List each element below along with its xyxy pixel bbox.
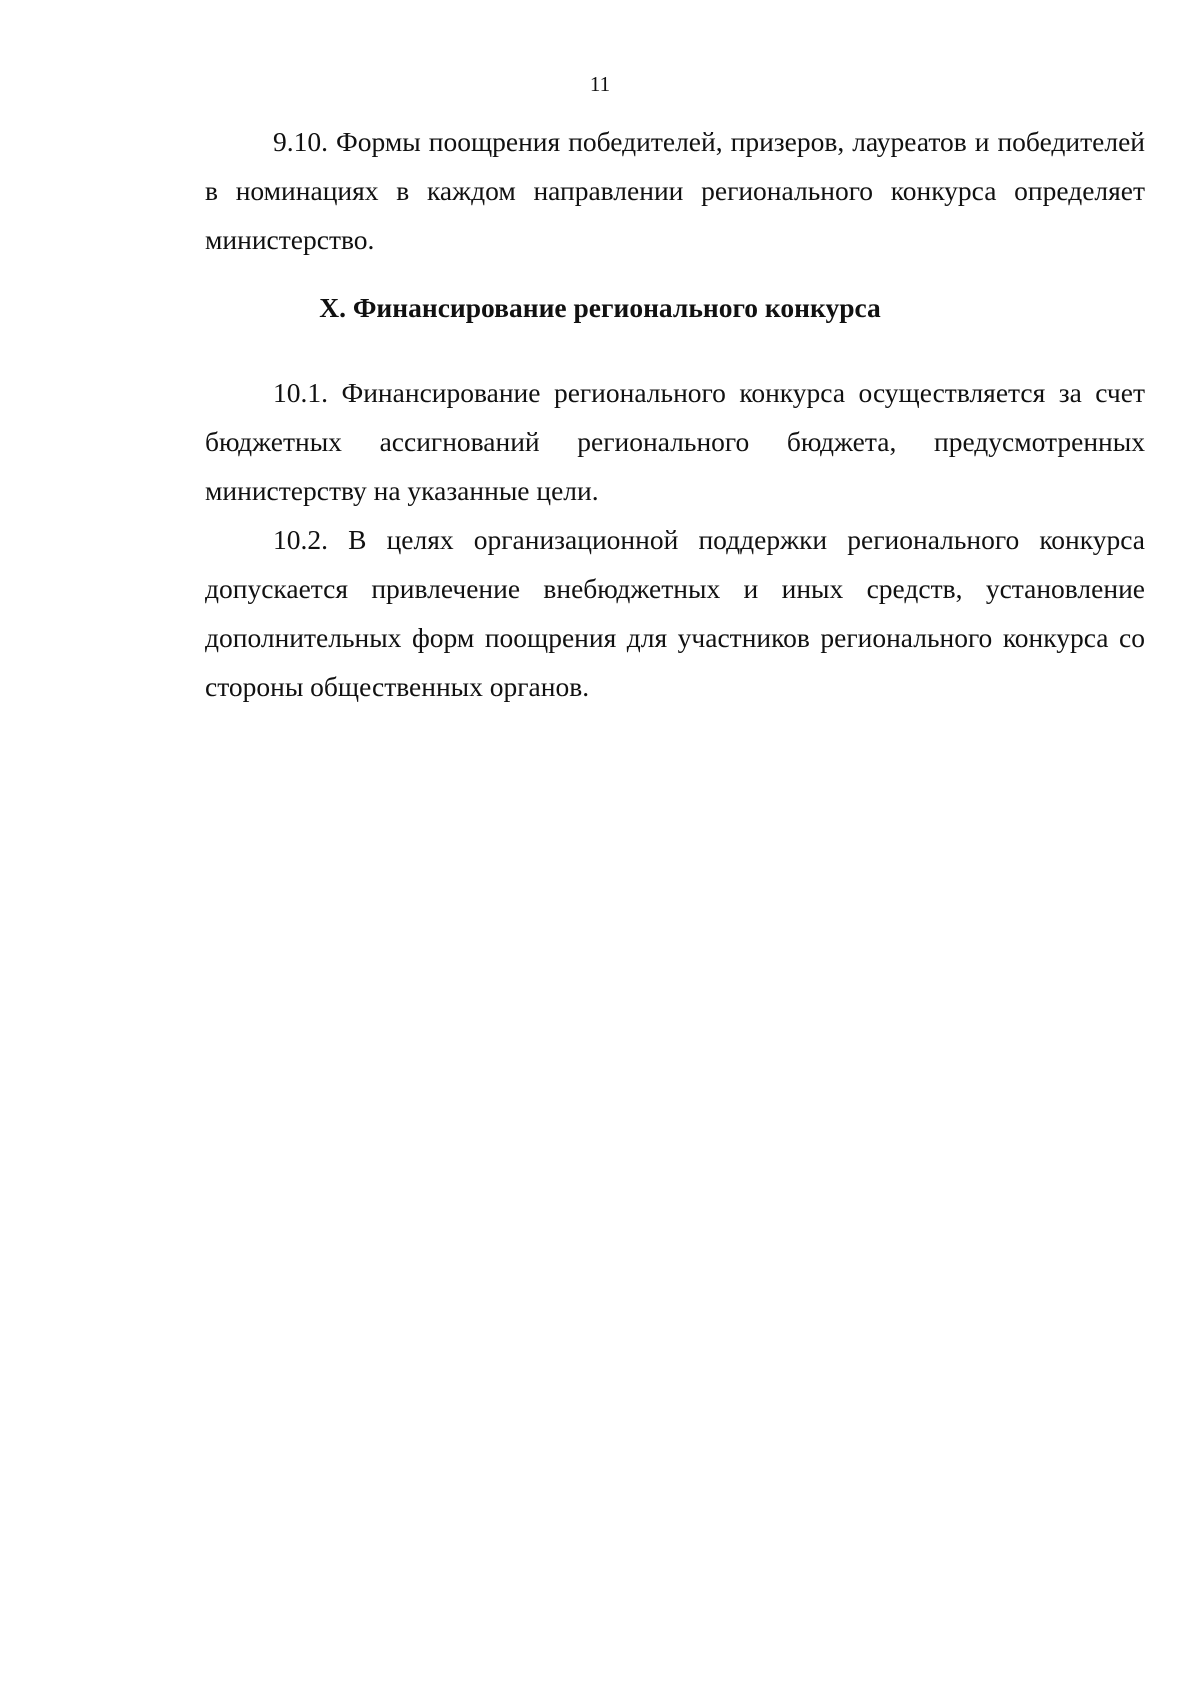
section-heading-x: X. Финансирование регионального конкурса	[319, 292, 881, 323]
paragraph-9-10: 9.10. Формы поощрения победителей, призеров, лауреатов и победителей в номинациях в каждом направлении регионального конкурса определяет министерство.	[205, 126, 1145, 255]
section-9-text-block	[205, 117, 1145, 264]
page-number: 11	[589, 72, 611, 96]
paragraph-10-1: 10.1. Финансирование регионального конкурса осуществляется за счет бюджетных ассигнований регионального бюджета, предусмотренных министерству на указанные цели.	[205, 377, 1145, 506]
section-10-text-block	[205, 368, 1145, 711]
paragraph-10-2: 10.2. В целях организационной поддержки регионального конкурса допускается привлечение внебюджетных и иных средств, установление дополнительных форм поощрения для участников регионального конкурса со стороны общественных органов.	[205, 524, 1145, 702]
